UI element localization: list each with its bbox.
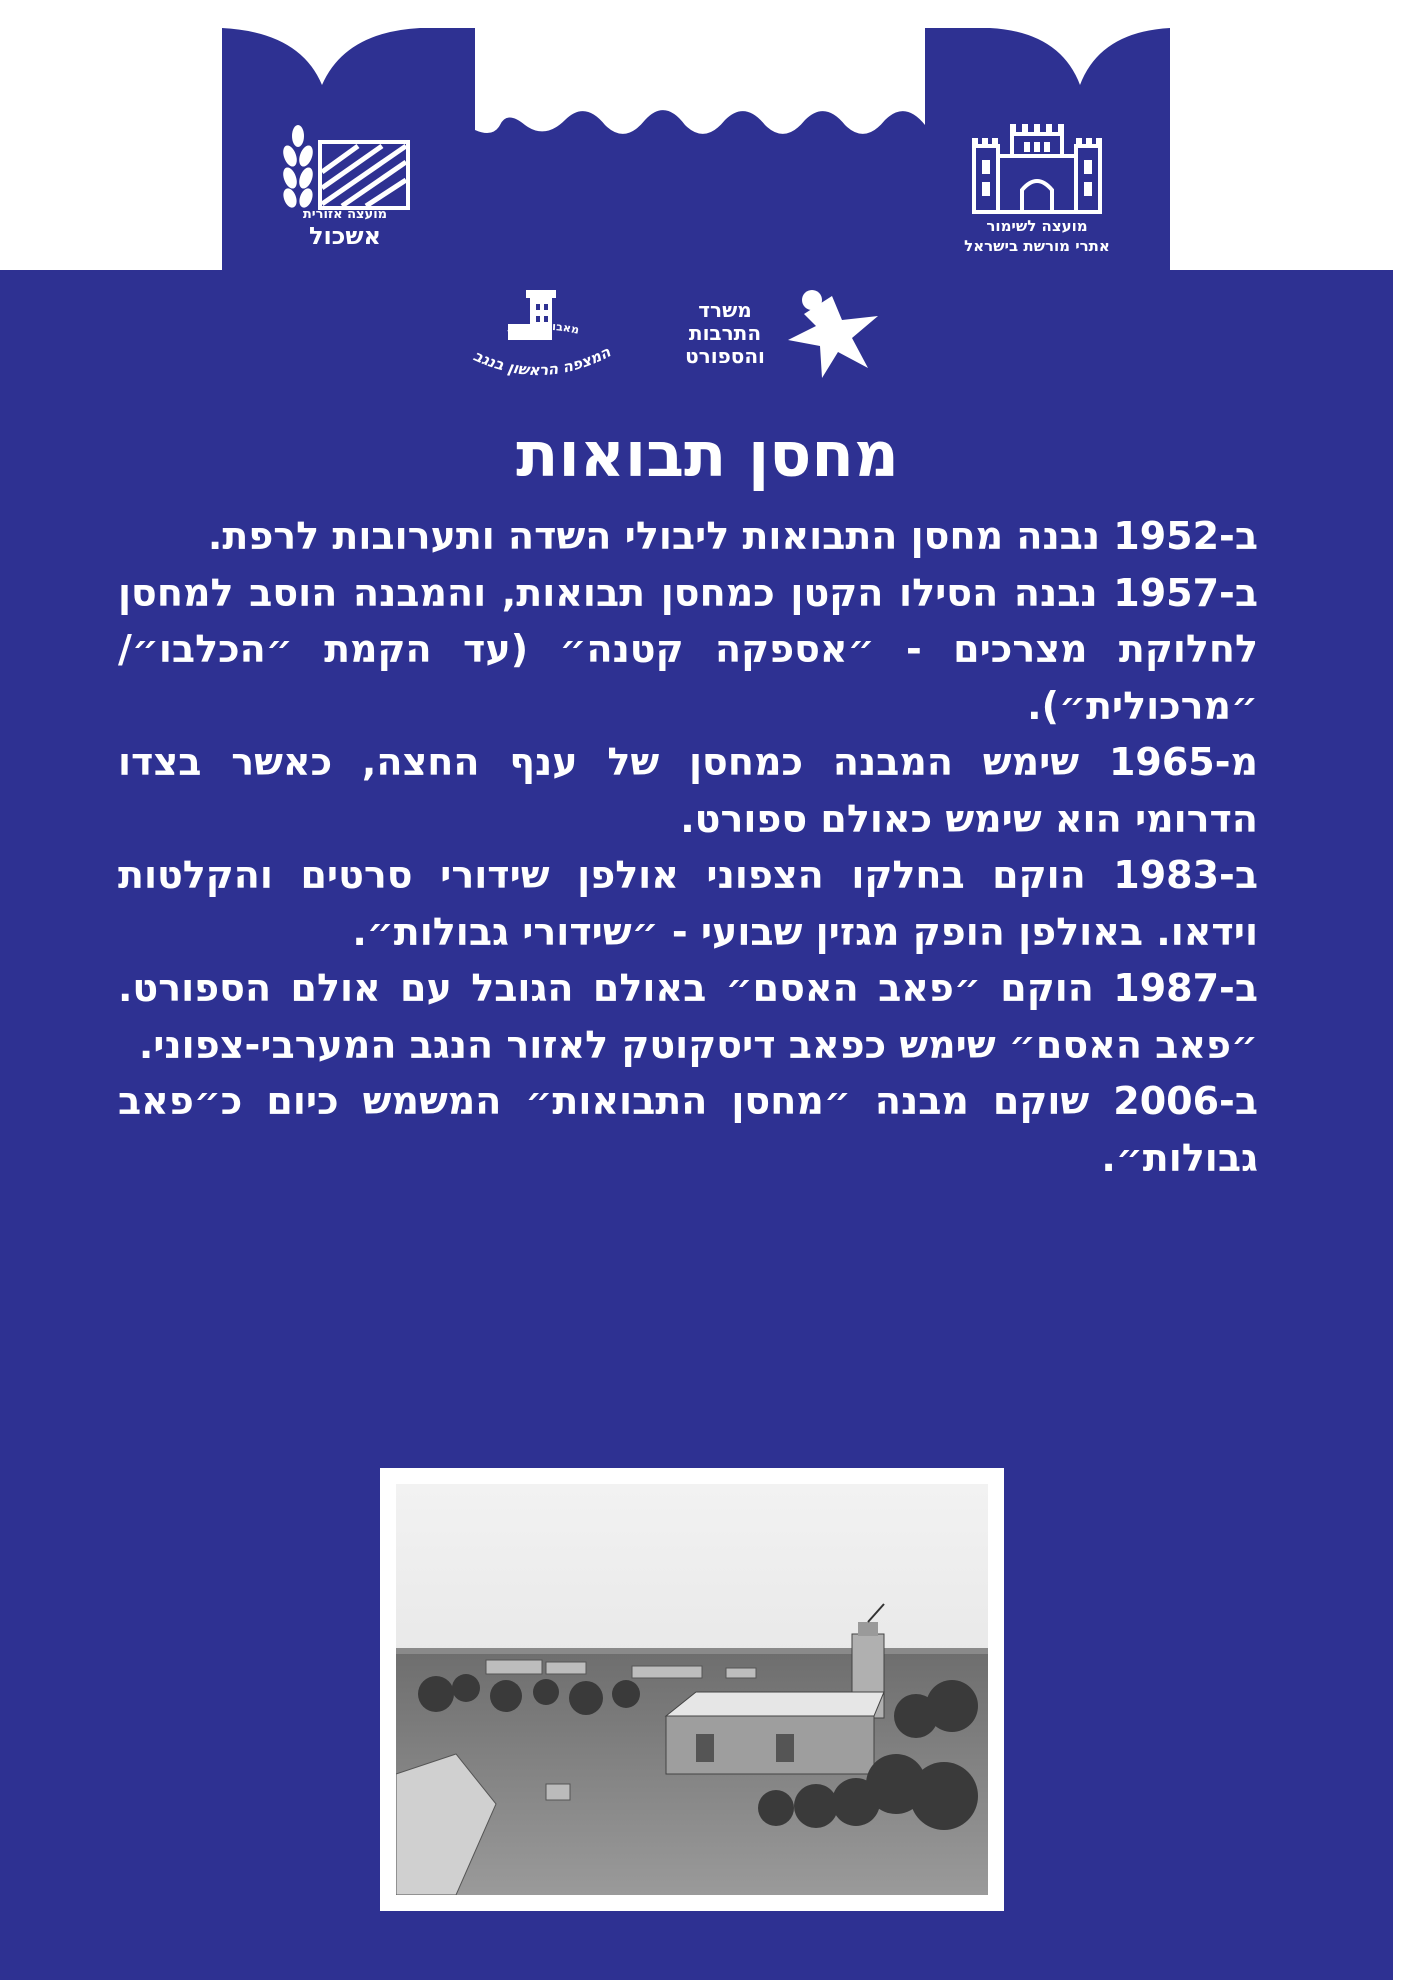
mitzpe-arc-top: מאבוד גבולות [506,319,581,339]
ministry-name-line2: התרבות [688,321,762,345]
ministry-name-line1: משרד [698,298,752,322]
mitzpe-tower-icon [468,286,616,388]
heritage-council-name-line2: אתרי מורשת בישראל [964,237,1110,255]
ministry-name-line3: והספורט [685,344,765,368]
paragraph-1965: מ-1965 שימש המבנה כמחסן של ענף החצה, כאשר בצדו הדרומי הוא שימש כאולם ספורט. [118,740,1258,841]
photo-frame [380,1468,1004,1911]
eshkol-council-name-line1: מועצה אזורית [302,207,388,222]
historical-photo [396,1484,988,1895]
eshkol-council-name-line2: אשכול [308,222,382,250]
paragraph-1957: ב-1957 נבנה הסילו הקטן כמחסן תבואות, והמבנה הוסב למחסן לחלוקת מצרכים - ״אספקה קטנה״ (עד הקמת ״הכלבו״/״מרכולית״). [118,570,1258,728]
wheat-field-icon [282,122,412,214]
heritage-building-icon [968,116,1106,216]
ministry-star-icon [782,288,882,380]
paragraph-2006: ב-2006 שוקם מבנה ״מחסן התבואות״ המשמש כיום כ״פאב גבולות״. [118,1079,1258,1180]
page-title: מחסן תבואות [516,418,899,491]
heritage-council-name-line1: מועצה לשימור [986,217,1088,235]
mitzpe-arc-bottom: המצפה הראשון בנגב [470,342,614,380]
paragraph-1952: ב-1952 נבנה מחסן התבואות ליבולי השדה ותערובות לרפת. [207,514,1258,558]
paragraph-1987: ב-1987 הוקם ״פאב האסם״ באולם הגובל עם אולם הספורט. ״פאב האסם״ שימש כפאב דיסקוטק לאזור הנגב המערבי-צפוני. [118,966,1258,1067]
history-text [118,508,1258,1186]
paragraph-1983: ב-1983 הוקם בחלקו הצפוני אולפן שידורי סרטים והקלטות וידאו. באולפן הופק מגזין שבועי - ״שידורי גבולות״. [118,853,1258,954]
